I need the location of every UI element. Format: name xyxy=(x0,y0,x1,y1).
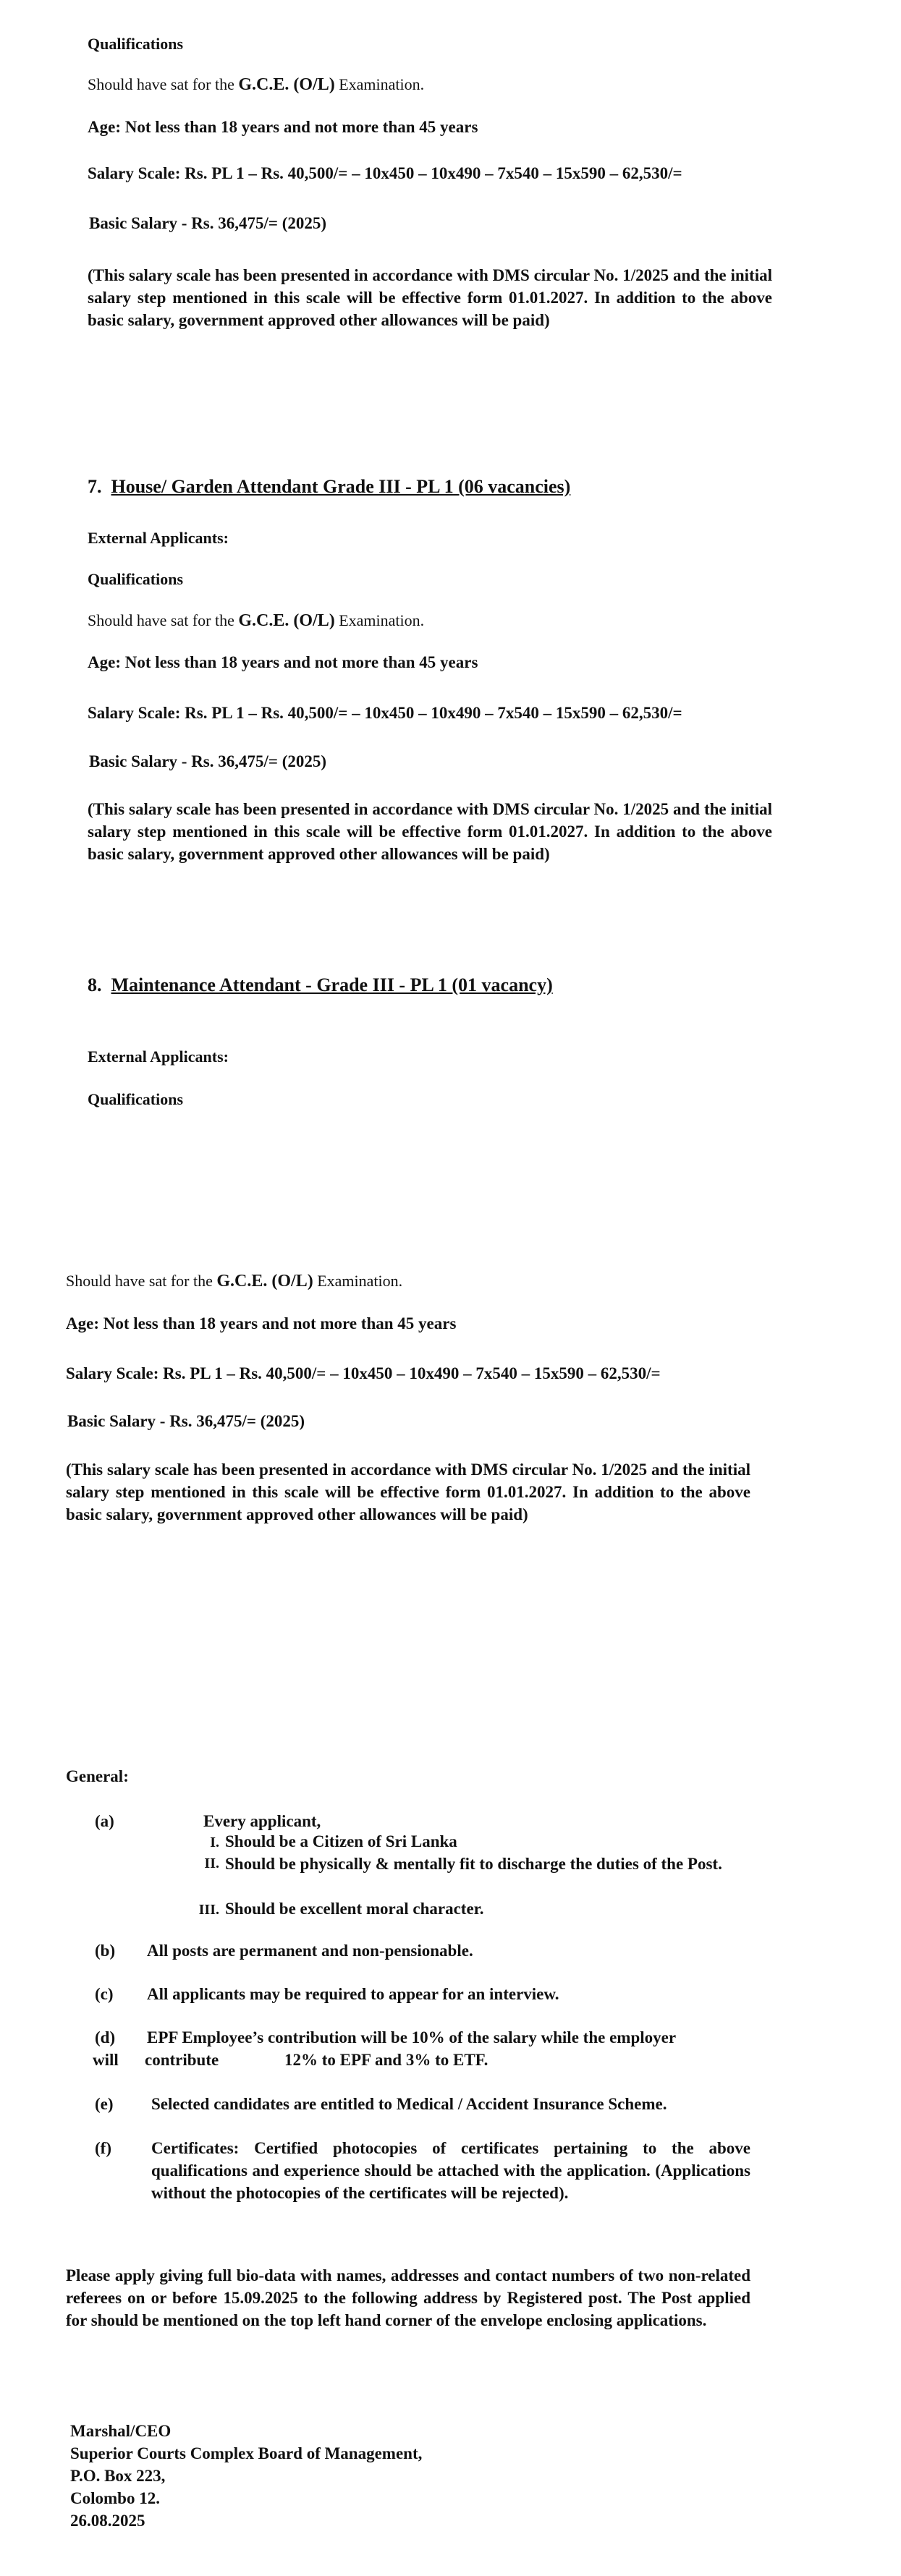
general-b-text: All posts are permanent and non-pensionable. xyxy=(147,1942,473,1960)
general-a-intro: Every applicant, xyxy=(203,1812,321,1830)
section7-external-label: External Applicants: xyxy=(88,529,229,547)
general-label: General: xyxy=(66,1767,129,1785)
general-a-item-1: I. Should be a Citizen of Sri Lanka xyxy=(210,1832,457,1850)
address-line-1: Marshal/CEO xyxy=(70,2422,172,2440)
general-d-marker: (d) xyxy=(95,2028,116,2046)
general-a-marker: (a) xyxy=(95,1812,114,1830)
general-a-item-3: III. Should be excellent moral character. xyxy=(198,1900,484,1918)
section8-ol-requirement: Should have sat for the G.C.E. (O/L) Examination. xyxy=(66,1272,403,1291)
section7-basic-salary: Basic Salary - Rs. 36,475/= (2025) xyxy=(89,752,327,770)
section7-number: 7. xyxy=(88,476,102,497)
general-c-text: All applicants may be required to appear for an interview. xyxy=(147,1985,559,2003)
section8-basic-salary: Basic Salary - Rs. 36,475/= (2025) xyxy=(67,1412,305,1430)
address-line-4: Colombo 12. xyxy=(70,2489,160,2507)
top-basic-salary: Basic Salary - Rs. 36,475/= (2025) xyxy=(89,214,327,232)
apply-instructions: Please apply giving full bio-data with names, addresses and contact numbers of two non-related referees on or before 15.09.2025 to the following address by Registered post. The Post applied for should be mentioned on the top left hand corner of the envelope enclosing applications. xyxy=(66,2266,750,2329)
address-date: 26.08.2025 xyxy=(70,2512,145,2530)
top-age: Age: Not less than 18 years and not more than 45 years xyxy=(88,118,478,136)
section8-external-label: External Applicants: xyxy=(88,1047,229,1066)
top-ol-requirement: Should have sat for the G.C.E. (O/L) Examination. xyxy=(88,75,425,94)
section8-age: Age: Not less than 18 years and not more than 45 years xyxy=(66,1314,457,1332)
general-b-marker: (b) xyxy=(95,1942,116,1960)
section8-heading xyxy=(88,974,553,996)
section7-age: Age: Not less than 18 years and not more than 45 years xyxy=(88,653,478,671)
address-line-3: P.O. Box 223, xyxy=(70,2467,166,2485)
general-c-marker: (c) xyxy=(95,1985,114,2003)
section7-salary-note: (This salary scale has been presented in accordance with DMS circular No. 1/2025 and the initial salary step mentioned in this scale will be effective form 01.01.2027. In addition to the above basic salary, government approved other allowances will be paid) xyxy=(88,800,772,863)
general-d-contribute: contribute xyxy=(145,2051,219,2069)
address-line-2: Superior Courts Complex Board of Management, xyxy=(70,2444,423,2462)
general-e-text: Selected candidates are entitled to Medical / Accident Insurance Scheme. xyxy=(151,2095,667,2113)
general-d-line2: 12% to EPF and 3% to ETF. xyxy=(284,2051,488,2069)
section8-qualifications-label: Qualifications xyxy=(88,1090,184,1108)
general-e-marker: (e) xyxy=(95,2095,114,2113)
section8-number: 8. xyxy=(88,974,102,995)
general-f-marker: (f) xyxy=(95,2139,111,2157)
general-f-text: Certificates: Certified photocopies of certificates pertaining to the above qualifications and experience should be attached with the application. (Applications without the photocopies of the certificates will be rejected). xyxy=(151,2139,750,2202)
section7-ol-requirement: Should have sat for the G.C.E. (O/L) Examination. xyxy=(88,611,425,630)
section8-salary-note: (This salary scale has been presented in accordance with DMS circular No. 1/2025 and the initial salary step mentioned in this scale will be effective form 01.01.2027. In addition to the above basic salary, government approved other allowances will be paid) xyxy=(66,1461,750,1523)
section7-heading xyxy=(88,476,570,498)
section7-salary-scale: Salary Scale: Rs. PL 1 – Rs. 40,500/= – 10x450 – 10x490 – 7x540 – 15x590 – 62,530/= xyxy=(88,704,682,722)
general-d-line1: EPF Employee’s contribution will be 10% of the salary while the employer xyxy=(147,2028,677,2046)
section7-title: House/ Garden Attendant Grade III - PL 1 (06 vacancies) xyxy=(111,476,571,497)
general-a-item-2: II. Should be physically & mentally fit to discharge the duties of the Post. xyxy=(204,1855,722,1873)
section8-title: Maintenance Attendant - Grade III - PL 1 (01 vacancy) xyxy=(111,974,553,995)
section8-salary-scale: Salary Scale: Rs. PL 1 – Rs. 40,500/= – 10x450 – 10x490 – 7x540 – 15x590 – 62,530/= xyxy=(66,1364,661,1382)
section7-qualifications-label: Qualifications xyxy=(88,570,184,588)
mailing-address xyxy=(70,2420,422,2532)
top-salary-note: (This salary scale has been presented in accordance with DMS circular No. 1/2025 and the initial salary step mentioned in this scale will be effective form 01.01.2027. In addition to the above basic salary, government approved other allowances will be paid) xyxy=(88,266,772,329)
top-qualifications-label: Qualifications xyxy=(88,35,184,53)
general-d-will: will xyxy=(93,2051,119,2069)
top-salary-scale: Salary Scale: Rs. PL 1 – Rs. 40,500/= – 10x450 – 10x490 – 7x540 – 15x590 – 62,530/= xyxy=(88,164,682,182)
